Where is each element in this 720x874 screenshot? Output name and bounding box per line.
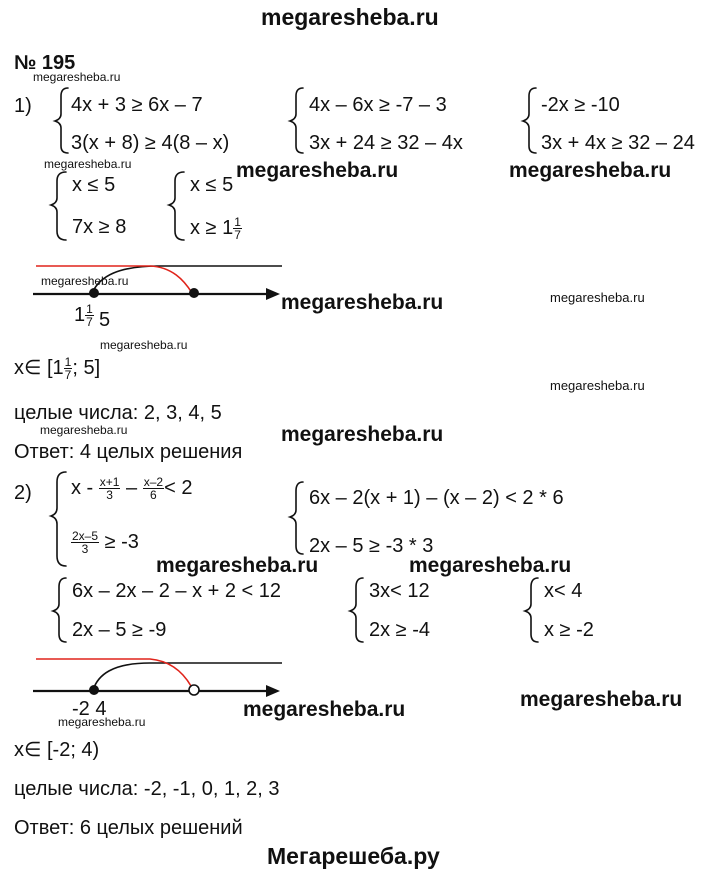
p2-sys5-line1: x< 4 (544, 580, 583, 602)
watermark-small: megaresheba.ru (40, 423, 128, 437)
p1-sys5-line1: x ≤ 5 (190, 174, 234, 196)
arrow-head (266, 288, 280, 300)
point-filled (89, 288, 99, 298)
part1-label: 1) (14, 95, 32, 117)
watermark-small: megaresheba.ru (41, 274, 129, 288)
watermark-small: megaresheba.ru (100, 338, 188, 352)
p2-sys3-line1: 6x – 2x – 2 – x + 2 < 12 (72, 580, 282, 602)
p2-sys4-line1: 3x< 12 (369, 580, 430, 602)
p1-sys1-line2: 3(x + 8) ≥ 4(8 – x) (71, 132, 230, 154)
brace (350, 578, 363, 642)
p1-sys3-line2: 3x + 4x ≥ 32 – 24 (541, 132, 695, 154)
p2-sys1-line1: x - $\frac{x+1}{3}$ – $\frac{x-2}{6}$ < 2 (71, 475, 193, 502)
watermark-large: megaresheba.ru (281, 291, 444, 314)
p1-axis-label-right: 5 (99, 309, 111, 331)
p2-sys5-line2: x ≥ -2 (544, 619, 594, 641)
p2-integers: целые числа: -2, -1, 0, 1, 2, 3 (14, 778, 280, 800)
solution-arc-red (36, 266, 192, 293)
point-filled (189, 288, 199, 298)
p2-answer-interval: x∈ [-2; 4) (14, 739, 100, 761)
watermark-small: megaresheba.ru (58, 715, 146, 729)
point-filled (89, 685, 99, 695)
p2-axis-labels: -2 4 (72, 698, 107, 720)
p1-integers: целые числа: 2, 3, 4, 5 (14, 402, 222, 424)
watermark-large: megaresheba.ru (281, 423, 444, 446)
brace (523, 88, 536, 153)
solution-arc-black (92, 266, 282, 293)
p2-sys1-line2: $\frac{2x-5}{3}$ ≥ -3 (72, 529, 139, 556)
watermark-small: megaresheba.ru (33, 70, 121, 84)
point-open (189, 685, 199, 695)
watermark-large: megaresheba.ru (156, 554, 319, 577)
brace (169, 172, 184, 240)
p1-sys2-line2: 3x + 24 ≥ 32 – 4x (309, 132, 463, 154)
p1-axis-label-left: 1 $\frac{1}{7}$ (74, 302, 93, 329)
p1-answer-interval: x∈ [1 $\frac{1}{7}$ ; 5] (14, 355, 101, 382)
part2-label: 2) (14, 482, 32, 504)
solution-arc-black (93, 663, 282, 690)
brace (290, 482, 303, 554)
p2-sys2-line1: 6x – 2(x + 1) – (x – 2) < 2 * 6 (309, 487, 564, 509)
p1-sys4-line2: 7x ≥ 8 (72, 216, 127, 238)
watermark-large: megaresheba.ru (236, 159, 399, 182)
watermark-medium: megaresheba.ru (550, 290, 645, 305)
watermark-large: megaresheba.ru (243, 698, 406, 721)
brace (290, 88, 303, 153)
watermark-large: megaresheba.ru (509, 159, 672, 182)
task-number: № 195 (14, 52, 76, 74)
p2-sys4-line2: 2x ≥ -4 (369, 619, 430, 641)
p1-sys4-line1: x ≤ 5 (72, 174, 116, 196)
watermark-medium: megaresheba.ru (550, 378, 645, 393)
p1-result: Ответ: 4 целых решения (14, 441, 243, 463)
watermark-bottom: Мегарешеба.ру (267, 843, 440, 869)
brace (51, 172, 66, 240)
watermark-small: megaresheba.ru (44, 157, 132, 171)
watermark-top: megaresheba.ru (261, 4, 439, 30)
p2-sys3-line2: 2x – 5 ≥ -9 (72, 619, 167, 641)
brace (525, 578, 538, 642)
arrow-head (266, 685, 280, 697)
watermark-large: megaresheba.ru (520, 688, 683, 711)
solution-arc-red (36, 659, 191, 686)
p2-sys2-line2: 2x – 5 ≥ -3 * 3 (309, 535, 434, 557)
p1-sys5-line2: x ≥ 1 $\frac{1}{7}$ (190, 215, 241, 242)
brace (53, 578, 66, 642)
brace (51, 472, 66, 566)
p1-sys2-line1: 4x – 6x ≥ -7 – 3 (309, 94, 447, 116)
watermark-large: megaresheba.ru (409, 554, 572, 577)
p1-sys3-line1: -2x ≥ -10 (541, 94, 620, 116)
p2-result: Ответ: 6 целых решений (14, 817, 243, 839)
brace (55, 88, 68, 153)
p1-sys1-line1: 4x + 3 ≥ 6x – 7 (71, 94, 203, 116)
